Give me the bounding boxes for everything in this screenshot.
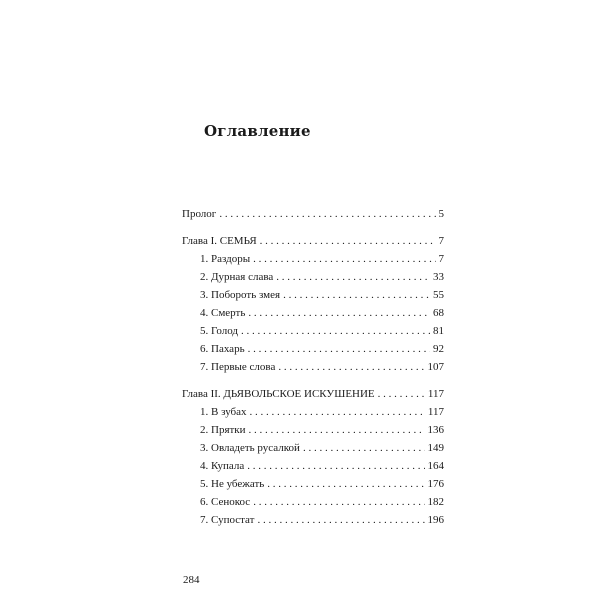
- toc-entry-label: 4. Купала: [200, 460, 245, 472]
- toc-leader-dots: [253, 493, 424, 511]
- toc-entry-section: [182, 268, 444, 286]
- toc-entry-section: [182, 340, 444, 358]
- toc-entry-label: Пролог: [182, 208, 217, 220]
- toc-leader-dots: [247, 457, 424, 475]
- toc-leader-dots: [303, 439, 425, 457]
- toc-leader-dots: [260, 232, 436, 250]
- toc-entry-page: 149: [427, 442, 444, 454]
- toc-entry-section: [182, 493, 444, 511]
- toc-leader-dots: [378, 385, 425, 403]
- toc-entry-label: Глава II. ДЬЯВОЛЬСКОЕ ИСКУШЕНИЕ: [182, 388, 375, 400]
- toc-entry-section: [182, 457, 444, 475]
- toc-entry-page: 176: [427, 478, 444, 490]
- toc-leader-dots: [283, 286, 430, 304]
- toc-entry-label: 2. Дурная слава: [200, 271, 274, 283]
- toc-entry-page: 5: [438, 208, 444, 220]
- toc-leader-dots: [278, 358, 424, 376]
- toc-entry-section: [182, 439, 444, 457]
- toc-leader-dots: [276, 268, 430, 286]
- toc-entry-section: [182, 358, 444, 376]
- page-number: 284: [183, 574, 200, 586]
- toc-entry-page: 55: [433, 289, 444, 301]
- toc-entry-page: 117: [427, 388, 444, 400]
- toc-entry-section: [182, 286, 444, 304]
- toc-entry-label: 3. Овладеть русалкой: [200, 442, 300, 454]
- toc-entry-label: 7. Первые слова: [200, 361, 276, 373]
- toc-leader-dots: [267, 475, 424, 493]
- toc-entry-page: 33: [433, 271, 444, 283]
- toc-entry-label: 6. Пахарь: [200, 343, 245, 355]
- toc-entry-section: [182, 403, 444, 421]
- toc-entry-prologue: [182, 205, 444, 223]
- toc-entry-page: 196: [427, 514, 444, 526]
- toc-entry-page: 68: [433, 307, 444, 319]
- toc-leader-dots: [249, 421, 425, 439]
- toc-leader-dots: [253, 250, 435, 268]
- toc-entry-section: [182, 304, 444, 322]
- toc-entry-page: 136: [427, 424, 444, 436]
- toc-entry-page: 164: [427, 460, 444, 472]
- toc-entry-chapter-2: [182, 385, 444, 403]
- page-title: Оглавление: [204, 122, 311, 140]
- toc-leader-dots: [219, 205, 435, 223]
- toc-entry-page: 117: [427, 406, 444, 418]
- toc-entry-page: 81: [433, 325, 444, 337]
- toc-entry-page: 7: [438, 235, 444, 247]
- toc-entry-label: 3. Побороть змея: [200, 289, 281, 301]
- toc-entry-label: 6. Сенокос: [200, 496, 251, 508]
- toc-entry-label: 5. Не убежать: [200, 478, 265, 490]
- toc-entry-label: 1. Раздоры: [200, 253, 251, 265]
- toc-entry-label: Глава I. СЕМЬЯ: [182, 235, 257, 247]
- toc-entry-section: [182, 322, 444, 340]
- toc-entry-label: 5. Голод: [200, 325, 239, 337]
- toc-entry-label: 7. Супостат: [200, 514, 255, 526]
- toc-entry-section: [182, 421, 444, 439]
- toc-entry-section: [182, 250, 444, 268]
- toc-entry-page: 182: [427, 496, 444, 508]
- toc-entry-label: 4. Смерть: [200, 307, 246, 319]
- toc-leader-dots: [250, 403, 425, 421]
- toc-leader-dots: [241, 322, 430, 340]
- toc-entry-page: 7: [438, 253, 444, 265]
- toc-leader-dots: [248, 340, 430, 358]
- toc-leader-dots: [257, 511, 424, 529]
- toc-leader-dots: [248, 304, 430, 322]
- toc-entry-label: 2. Прятки: [200, 424, 246, 436]
- toc-entry-section: [182, 475, 444, 493]
- table-of-contents: [182, 205, 444, 529]
- toc-entry-chapter-1: [182, 232, 444, 250]
- toc-entry-page: 107: [427, 361, 444, 373]
- toc-entry-label: 1. В зубах: [200, 406, 247, 418]
- toc-entry-page: 92: [433, 343, 444, 355]
- toc-entry-section: [182, 511, 444, 529]
